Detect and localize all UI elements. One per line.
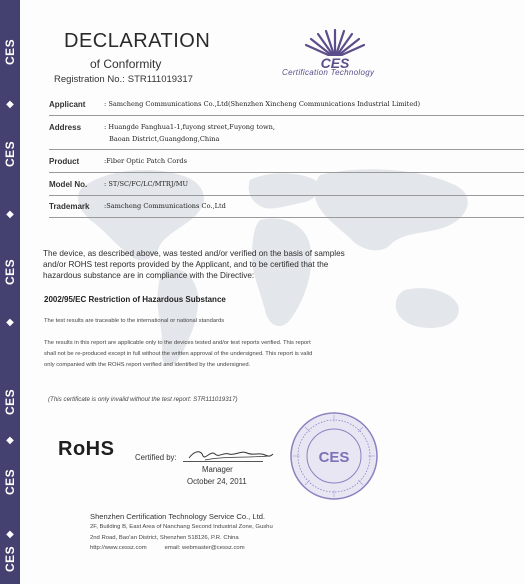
registration-label: Registration No.: [54, 74, 125, 85]
sidebar-brand: CES [3, 258, 17, 285]
results-line-3: only companied with the ROHS report verified and identified by the undersigned. [44, 362, 251, 368]
product-value: :Fiber Optic Patch Cords [104, 157, 187, 165]
body-line-3: hazardous substance are in compliance with the Directive: [43, 271, 255, 280]
applicant-value: : Samcheng Communications Co.,Ltd(Shenzhen Xincheng Communications Industrial Limited) [104, 100, 421, 108]
address-label: Address [49, 123, 82, 132]
issuer-contact [90, 545, 245, 551]
certified-by-label: Certified by: [135, 453, 177, 462]
website-link[interactable]: http://www.cessz.com [90, 545, 147, 551]
trademark-label: Trademark [49, 202, 90, 211]
directive-heading: 2002/95/EC Restriction of Hazardous Substance [44, 295, 226, 304]
email-link[interactable]: email: webmaster@cessz.com [164, 545, 245, 551]
model-value: : ST/SC/FC/LC/MTRJ/MU [104, 180, 189, 188]
rohs-mark: RoHS [58, 438, 115, 460]
issuer-address-1: 2F, Building B, East Area of Nanchang Second Industrial Zone, Gushu [90, 524, 273, 530]
issuer-company: Shenzhen Certification Technology Service Co., Ltd. [90, 512, 266, 521]
logo-tagline: Certification Technology [282, 68, 375, 77]
divider [49, 195, 524, 196]
diamond-icon: ◆ [6, 317, 14, 328]
diamond-icon: ◆ [6, 529, 14, 540]
diamond-icon: ◆ [6, 435, 14, 446]
diamond-icon: ◆ [6, 99, 14, 110]
logo-letters: CES [320, 55, 350, 71]
sidebar-brand: CES [3, 388, 17, 415]
diamond-icon: ◆ [6, 209, 14, 220]
sign-date: October 24, 2011 [187, 477, 247, 486]
divider [49, 115, 524, 116]
divider [49, 172, 524, 173]
validity-note: (This certificate is only invalid without the test report: STR111019317) [48, 396, 238, 403]
signature-line [183, 461, 263, 462]
address-line-1: : Huangde Fanghua1-1,fuyong street,Fuyong town, [104, 123, 275, 131]
results-line-1: The results in this report are applicable only to the devices tested and/or test reports verified. This report [44, 340, 311, 346]
sidebar-brand: CES [3, 468, 17, 495]
registration-number [54, 74, 193, 85]
certification-seal [288, 410, 380, 502]
sidebar-brand: CES [3, 140, 17, 167]
document-title: DECLARATION [64, 30, 211, 52]
sidebar-brand: CES [3, 38, 17, 65]
results-line-2: shall not be re-produced except in full without the written approval of the undersigned. This report is valid [44, 351, 313, 357]
issuer-address-2: 2nd Road, Bao'an District, Shenzhen 518126, P.R. China [90, 535, 239, 541]
sidebar-brand: CES [3, 545, 17, 572]
signer-title: Manager [202, 465, 233, 474]
seal-text: CES [318, 449, 350, 466]
body-line-2: and/or ROHS test reports provided by the Applicant, and to be certified that the [43, 260, 329, 269]
document-subtitle: of Conformity [90, 57, 162, 71]
applicant-label: Applicant [49, 100, 86, 109]
sidebar [0, 0, 20, 584]
trademark-value: :Samcheng Communications Co.,Ltd [104, 202, 226, 210]
registration-value: STR111019317 [127, 74, 193, 85]
model-label: Model No. [49, 180, 88, 189]
divider [49, 217, 524, 218]
body-line-1: The device, as described above, was tested and/or verified on the basis of samples [43, 249, 345, 258]
product-label: Product [49, 157, 80, 166]
trace-note: The test results are traceable to the international or national standards [44, 318, 225, 324]
divider [49, 149, 524, 150]
address-line-2: Baoan District,Guangdong,China [109, 135, 220, 143]
signature [185, 444, 275, 466]
